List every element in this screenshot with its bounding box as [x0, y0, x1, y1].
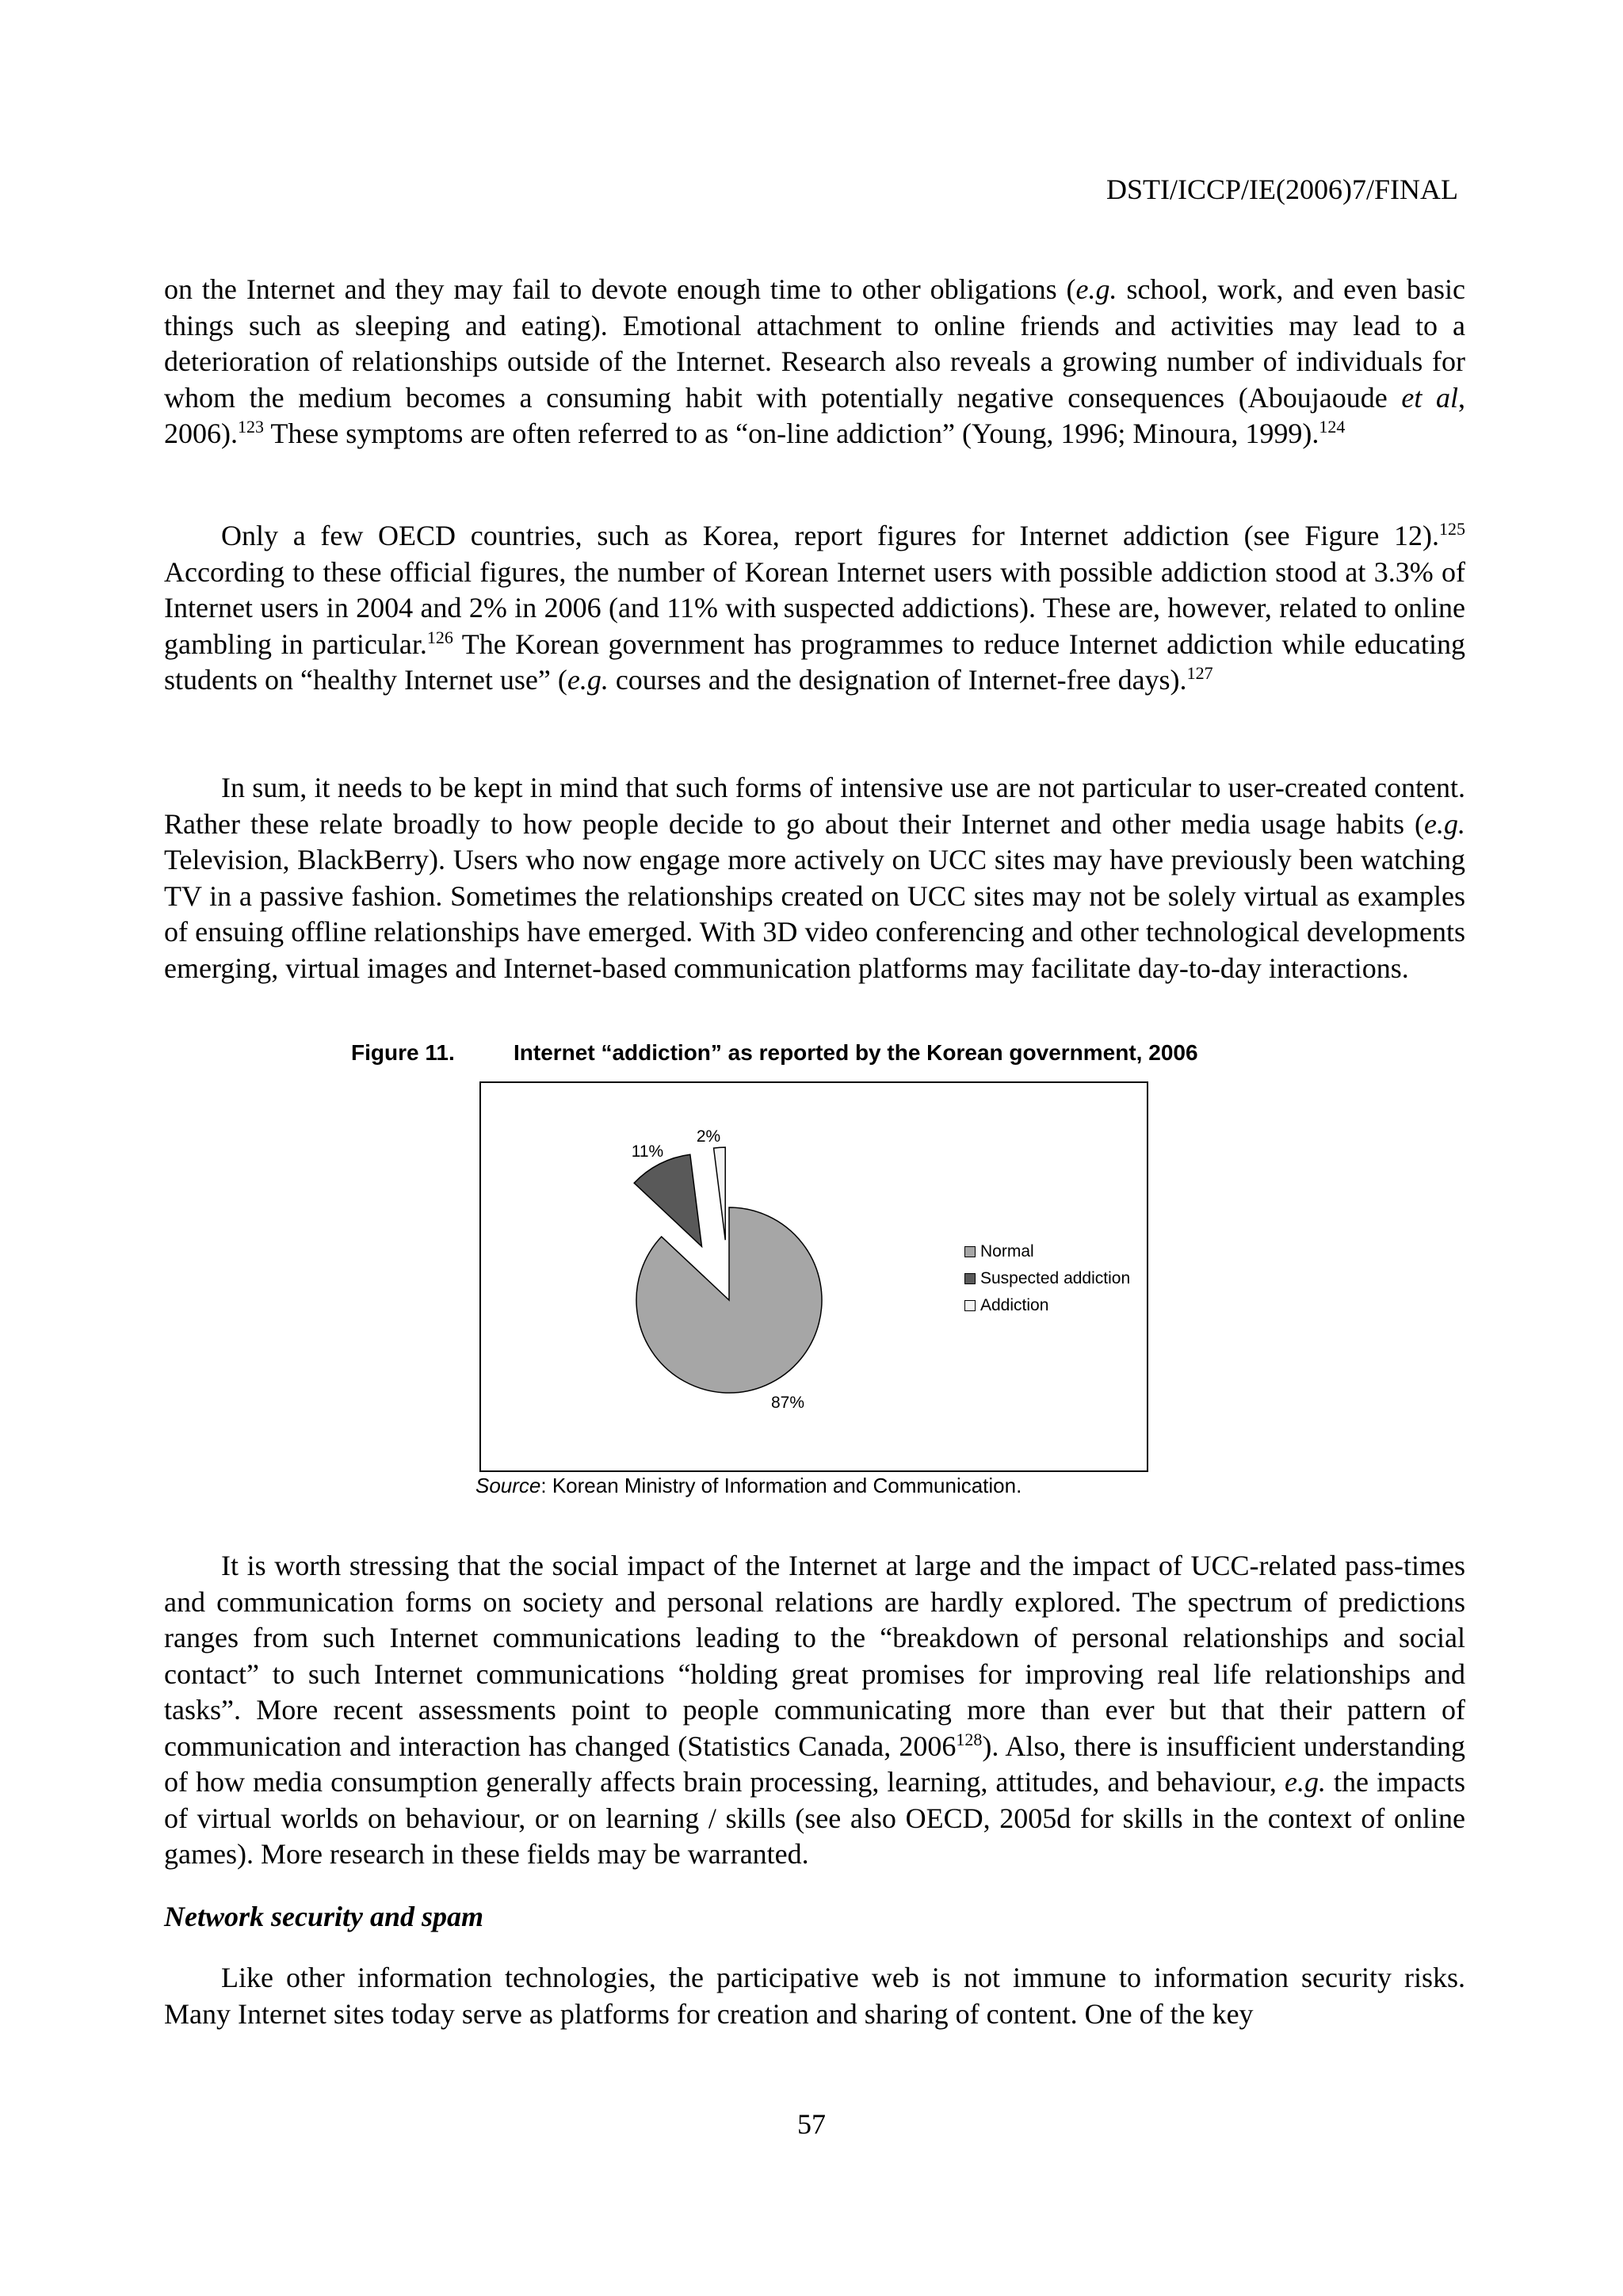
pie-chart — [479, 1081, 1148, 1472]
figure-source — [475, 1474, 1022, 1498]
text-segment: et al — [1401, 381, 1459, 414]
paragraph-online-addiction — [164, 272, 1465, 452]
legend-item — [964, 1238, 1130, 1265]
legend-swatch — [964, 1273, 976, 1284]
legend-label: Normal — [980, 1242, 1034, 1261]
pie-slice-normal — [636, 1207, 822, 1393]
figure-number: Figure 11. — [351, 1040, 455, 1065]
section-heading: Network security and spam — [164, 1901, 484, 1932]
text-segment: It is worth stressing that the social impact of the Internet at large and the impact of UCC-related pass-times and communication forms on society and personal relations are hardly explored. The spectrum of predictions ranges from such Internet communications leading to the “breakdown of personal relationships and social contact” to such Internet communications “holding great promises for improving real life relationships and tasks”. More recent assessments point to people communicating more than ever but that their pattern of communication and interaction has changed (Statistics Canada, 2006 — [164, 1550, 1465, 1762]
text-segment: , 2006). — [164, 381, 1466, 449]
pie-data-label: 2% — [696, 1127, 721, 1146]
legend-label: Addiction — [980, 1296, 1049, 1314]
pie-data-label: 87% — [770, 1394, 805, 1412]
legend-item — [964, 1265, 1130, 1292]
source-text: : Korean Ministry of Information and Communication. — [540, 1474, 1022, 1497]
text-segment: e.g. — [1075, 273, 1117, 305]
text-segment: Like other information technologies, the participative web is not immune to information security risks. Many Internet sites today serve as platforms for creation and sharing of content. One of the key — [164, 1962, 1465, 2030]
footnote-ref: 128 — [956, 1729, 983, 1749]
footnote-ref: 127 — [1186, 663, 1213, 683]
paragraph-oecd-korea-figures — [164, 518, 1465, 699]
pie-data-label: 11% — [631, 1142, 664, 1161]
text-segment: In sum, it needs to be kept in mind that such forms of intensive use are not particular to user-created content. Rather these relate broadly to how people decide to go about their Internet and other media usage habits ( — [164, 772, 1465, 840]
legend-item — [964, 1292, 1130, 1319]
legend-swatch — [964, 1300, 976, 1311]
text-segment: Only a few OECD countries, such as Korea, report figures for Internet addiction (see Figure 12). — [221, 520, 1439, 551]
text-segment: on the Internet and they may fail to devote enough time to other obligations ( — [164, 273, 1076, 305]
footnote-ref: 124 — [1319, 417, 1346, 437]
footnote-ref: 123 — [238, 417, 264, 437]
paragraph-in-sum — [164, 770, 1465, 986]
text-segment: According to these official figures, the number of Korean Internet users with possible addiction stood at 3.3% of Internet users in 2004 and 2% in 2006 (and 11% with suspected addictions). These are, however, related to online gambling in particular. — [164, 555, 1465, 660]
paragraph-network-security — [164, 1960, 1465, 2032]
text-segment: e.g. — [1284, 1766, 1326, 1798]
text-segment: e.g. — [567, 664, 609, 696]
pie-slice-addiction — [714, 1147, 726, 1240]
text-segment: e.g. — [1424, 807, 1465, 840]
figure-title: Internet “addiction” as reported by the Korean government, 2006 — [514, 1040, 1198, 1065]
document-id-header: DSTI/ICCP/IE(2006)7/FINAL — [1106, 174, 1458, 205]
legend-swatch — [964, 1246, 976, 1257]
text-segment: The Korean government has programmes to reduce Internet addiction while educating students on “healthy Internet use” ( — [164, 627, 1465, 696]
text-segment: Television, BlackBerry). Users who now engage more actively on UCC sites may have previously been watching TV in a passive fashion. Sometimes the relationships created on UCC sites may not be solely virtual as examples of ensuing offline relationships have emerged. With 3D video conferencing and other technological developments emerging, virtual images and Internet-based communication platforms may facilitate day-to-day interactions. — [164, 844, 1465, 984]
footnote-ref: 125 — [1439, 519, 1465, 539]
legend-label: Suspected addiction — [980, 1269, 1131, 1287]
page-number: 57 — [797, 2108, 826, 2140]
source-label: Source — [475, 1474, 541, 1497]
text-segment: school, work, and even basic things such as sleeping and eating). Emotional attachment to online friends and activities may lead to a deterioration of relationships outside of the Internet. Research also reveals a growing number of individuals for whom the medium becomes a consuming habit with potentially negative consequences (Aboujaoude — [164, 273, 1465, 414]
text-segment: the impacts of virtual worlds on behaviour, or on learning / skills (see also OECD, 2005d for skills in the context of online games). More research in these fields may be warranted. — [164, 1766, 1465, 1870]
paragraph-social-impact — [164, 1548, 1465, 1873]
text-segment: ). Also, there is insufficient understanding of how media consumption generally affects brain processing, learning, attitudes, and behaviour, — [164, 1730, 1465, 1798]
text-segment: These symptoms are often referred to as “on-line addiction” (Young, 1996; Minoura, 1999). — [264, 418, 1319, 449]
footnote-ref: 126 — [426, 627, 453, 647]
pie-slice-suspected-addiction — [634, 1154, 701, 1246]
figure-caption — [351, 1040, 1198, 1066]
chart-legend — [964, 1238, 1130, 1319]
text-segment: courses and the designation of Internet-free days). — [608, 664, 1187, 696]
